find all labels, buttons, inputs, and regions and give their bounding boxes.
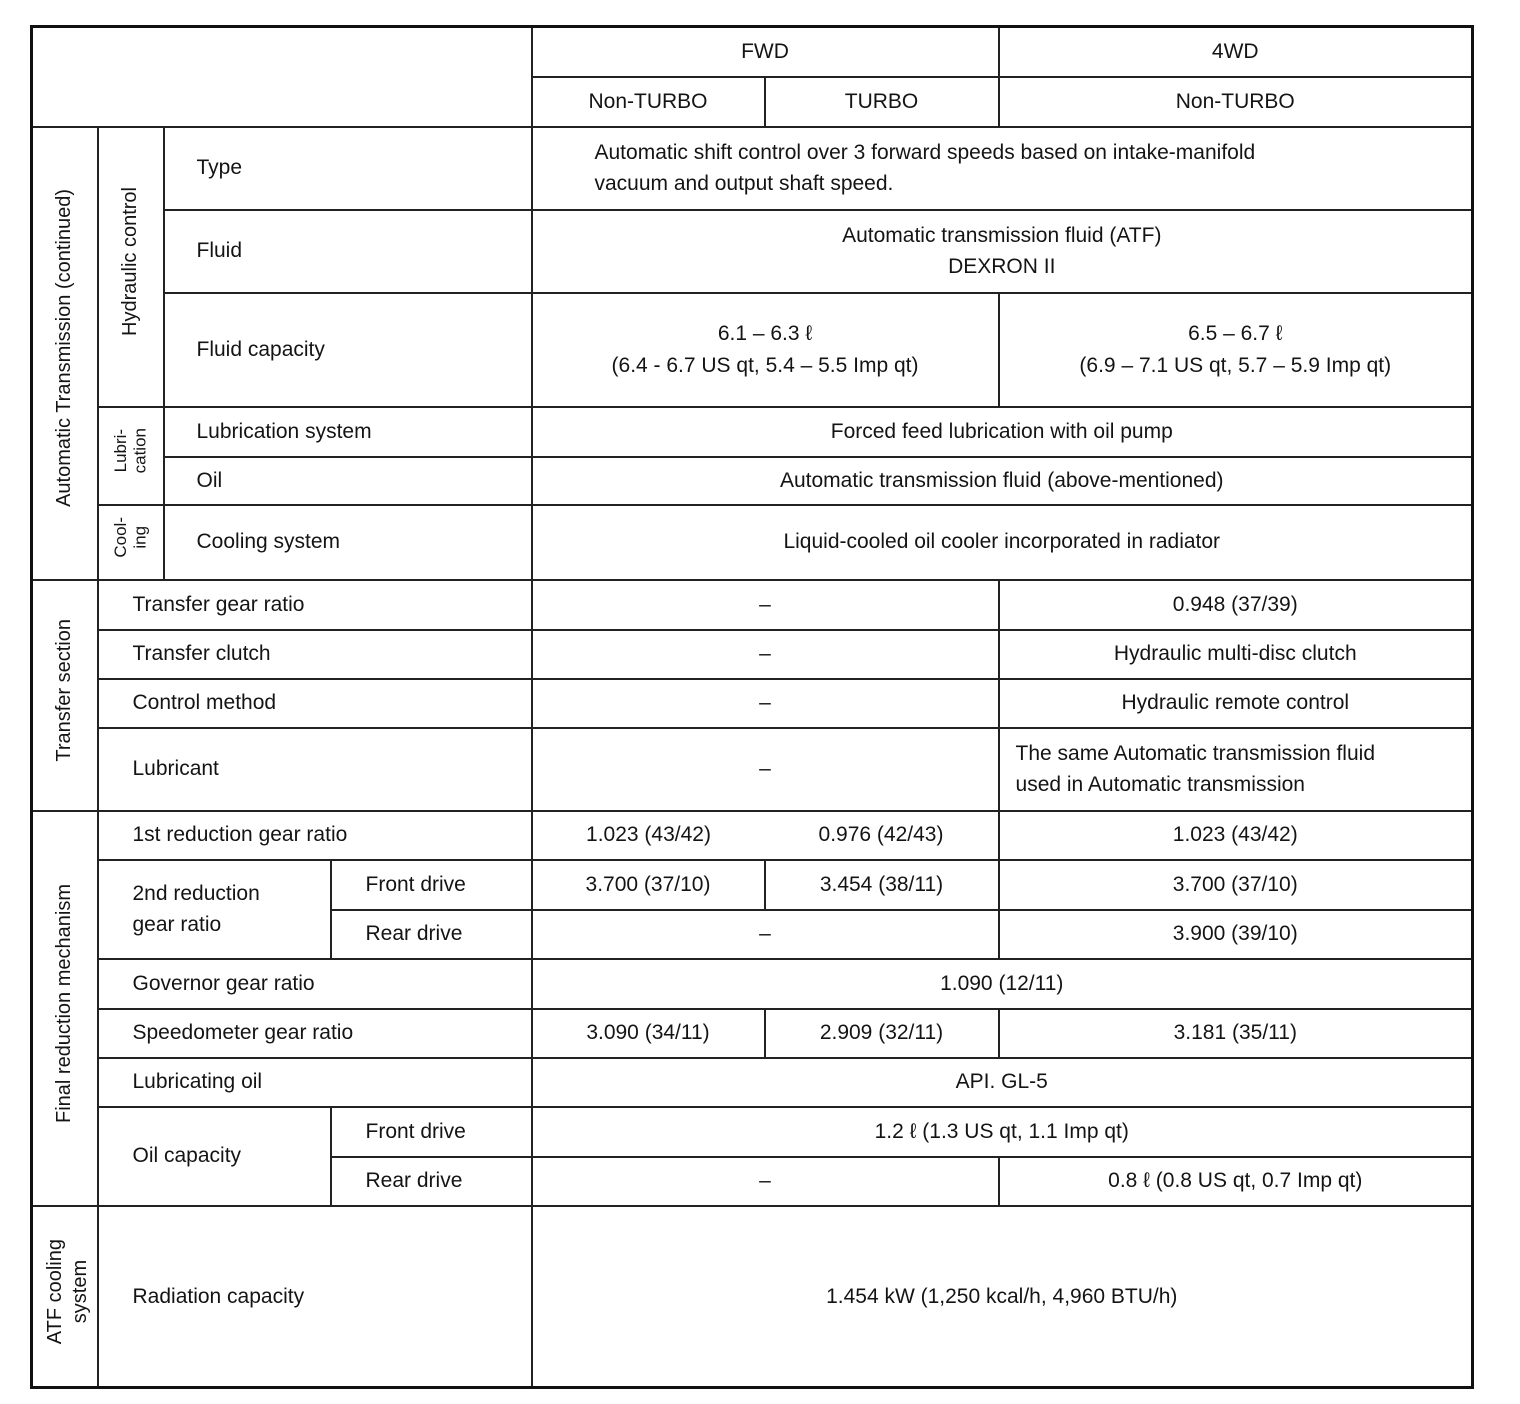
label-transfer-clutch: Transfer clutch [98, 630, 532, 679]
value-transfer-gear-ratio-4wd: 0.948 (37/39) [999, 580, 1473, 630]
section-atf-cooling-line1: ATF cooling [44, 1238, 66, 1345]
value-lubricant-4wd [999, 728, 1473, 811]
value-second-rear-fwd: – [532, 910, 999, 959]
row-radiation-capacity [32, 1206, 1473, 1388]
row-type [32, 127, 1473, 210]
header-4wd: 4WD [999, 27, 1473, 77]
section-atf-cooling [32, 1206, 98, 1388]
label-lubrication-system: Lubrication system [164, 407, 532, 457]
row-first-reduction [32, 811, 1473, 860]
label-oil-capacity-rear-drive: Rear drive [331, 1157, 532, 1206]
value-second-front-4wd: 3.700 (37/10) [999, 860, 1473, 910]
row-fluid [32, 210, 1473, 293]
value-first-reduction-4wd: 1.023 (43/42) [999, 811, 1473, 860]
value-fluid-capacity-4wd-line1: 6.5 – 6.7 ℓ [1188, 322, 1283, 345]
section-transfer: Transfer section [32, 580, 98, 811]
value-type [532, 127, 1473, 210]
label-radiation-capacity: Radiation capacity [98, 1206, 532, 1388]
value-fluid-capacity-4wd-line2: (6.9 – 7.1 US qt, 5.7 – 5.9 Imp qt) [1079, 353, 1392, 377]
group-cooling [98, 505, 164, 580]
value-type-line2: vacuum and output shaft speed. [594, 172, 894, 195]
section-atf-cooling-line2: system [69, 1259, 91, 1324]
row-cooling-system [32, 505, 1473, 580]
row-oil [32, 457, 1473, 505]
label-cooling-system: Cooling system [164, 505, 532, 580]
label-speedometer: Speedometer gear ratio [98, 1009, 532, 1058]
specifications-table [30, 25, 1474, 1389]
label-second-reduction [98, 860, 331, 959]
value-fluid-capacity-fwd [532, 293, 999, 407]
label-second-front-drive: Front drive [331, 860, 532, 910]
row-control-method [32, 679, 1473, 728]
value-lubricating-oil: API. GL-5 [532, 1058, 1473, 1107]
value-first-reduction-fwd-turbo: 0.976 (42/43) [765, 811, 999, 860]
row-lubricant [32, 728, 1473, 811]
value-lubricant-4wd-line1: The same Automatic transmission fluid [1015, 741, 1375, 765]
row-second-reduction-front [32, 860, 1473, 910]
row-fluid-capacity [32, 293, 1473, 407]
group-lubrication-line1: Lubri- [110, 429, 130, 473]
value-fluid [532, 210, 1473, 293]
header-fwd-non-turbo: Non-TURBO [532, 77, 765, 127]
label-lubricant: Lubricant [98, 728, 532, 811]
label-first-reduction: 1st reduction gear ratio [98, 811, 532, 860]
group-cooling-line1: Cool- [110, 516, 130, 558]
header-blank-cell [32, 27, 532, 127]
label-lubricating-oil: Lubricating oil [98, 1058, 532, 1107]
value-oil: Automatic transmission fluid (above-mentioned) [532, 457, 1473, 505]
group-hydraulic-control: Hydraulic control [98, 127, 164, 407]
value-speedometer-4wd: 3.181 (35/11) [999, 1009, 1473, 1058]
label-second-reduction-line1: 2nd reduction [132, 881, 260, 905]
row-lubrication-system [32, 407, 1473, 457]
row-transfer-gear-ratio [32, 580, 1473, 630]
value-oil-capacity-rear-4wd: 0.8 ℓ (0.8 US qt, 0.7 Imp qt) [999, 1157, 1473, 1206]
value-fluid-line1: Automatic transmission fluid (ATF) [842, 223, 1162, 247]
value-second-front-fwd-non-turbo: 3.700 (37/10) [532, 860, 765, 910]
label-oil: Oil [164, 457, 532, 505]
value-cooling-system: Liquid-cooled oil cooler incorporated in radiator [532, 505, 1473, 580]
label-fluid: Fluid [164, 210, 532, 293]
header-fwd-turbo: TURBO [765, 77, 999, 127]
value-lubricant-4wd-line2: used in Automatic transmission [1015, 773, 1305, 796]
value-speedometer-fwd-turbo: 2.909 (32/11) [765, 1009, 999, 1058]
value-transfer-clutch-4wd: Hydraulic multi-disc clutch [999, 630, 1473, 679]
value-transfer-clutch-fwd: – [532, 630, 999, 679]
value-transfer-gear-ratio-fwd: – [532, 580, 999, 630]
value-speedometer-fwd-non-turbo: 3.090 (34/11) [532, 1009, 765, 1058]
value-lubricant-fwd: – [532, 728, 999, 811]
value-fluid-line2: DEXRON II [948, 255, 1056, 278]
value-lubrication-system: Forced feed lubrication with oil pump [532, 407, 1473, 457]
header-4wd-non-turbo: Non-TURBO [999, 77, 1473, 127]
label-second-rear-drive: Rear drive [331, 910, 532, 959]
section-automatic-transmission: Automatic Transmission (continued) [32, 127, 98, 580]
value-fluid-capacity-fwd-line2: (6.4 - 6.7 US qt, 5.4 – 5.5 Imp qt) [611, 353, 919, 377]
value-radiation-capacity: 1.454 kW (1,250 kcal/h, 4,960 BTU/h) [532, 1206, 1473, 1388]
value-governor: 1.090 (12/11) [532, 959, 1473, 1009]
label-governor: Governor gear ratio [98, 959, 532, 1009]
row-speedometer [32, 1009, 1473, 1058]
group-lubrication-line2: cation [130, 428, 150, 474]
header-fwd: FWD [532, 27, 999, 77]
value-oil-capacity-rear-fwd: – [532, 1157, 999, 1206]
label-oil-capacity: Oil capacity [98, 1107, 331, 1206]
label-fluid-capacity: Fluid capacity [164, 293, 532, 407]
label-oil-capacity-front-drive: Front drive [331, 1107, 532, 1157]
group-lubrication [98, 407, 164, 505]
value-fluid-capacity-fwd-line1: 6.1 – 6.3 ℓ [717, 322, 813, 345]
row-lubricating-oil [32, 1058, 1473, 1107]
value-control-method-fwd: – [532, 679, 999, 728]
value-oil-capacity-front: 1.2 ℓ (1.3 US qt, 1.1 Imp qt) [532, 1107, 1473, 1157]
section-final-reduction: Final reduction mechanism [32, 811, 98, 1206]
value-second-front-fwd-turbo: 3.454 (38/11) [765, 860, 999, 910]
label-type: Type [164, 127, 532, 210]
value-control-method-4wd: Hydraulic remote control [999, 679, 1473, 728]
label-second-reduction-line2: gear ratio [132, 913, 222, 936]
value-fluid-capacity-4wd [999, 293, 1473, 407]
value-type-line1: Automatic shift control over 3 forward speeds based on intake-manifold [594, 140, 1256, 164]
label-control-method: Control method [98, 679, 532, 728]
group-cooling-line2: ing [130, 525, 150, 549]
label-transfer-gear-ratio: Transfer gear ratio [98, 580, 532, 630]
row-transfer-clutch [32, 630, 1473, 679]
row-governor [32, 959, 1473, 1009]
value-first-reduction-fwd-non-turbo: 1.023 (43/42) [532, 811, 765, 860]
header-row-1 [32, 27, 1473, 77]
row-oil-capacity-front [32, 1107, 1473, 1157]
value-second-rear-4wd: 3.900 (39/10) [999, 910, 1473, 959]
